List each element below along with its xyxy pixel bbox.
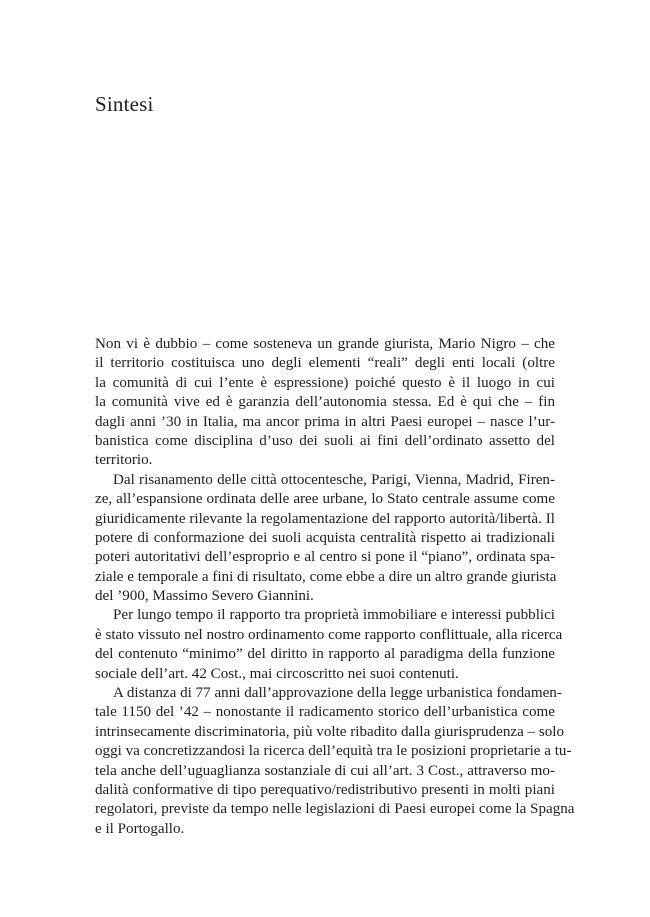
text-line: tale 1150 del ’42 – nonostante il radicamento storico dell’urbanistica come <box>95 704 555 721</box>
paragraph-3 <box>95 606 563 684</box>
text-line: la comunità vive ed è garanzia dell’autonomia stessa. Ed è qui che – fin <box>95 394 555 411</box>
text-line: Non vi è dubbio – come sosteneva un grande giurista, Mario Nigro – che <box>95 336 555 352</box>
text-line: poteri autoritativi dell’esproprio e al centro si pone il “piano”, ordinata spa- <box>95 549 555 566</box>
text-line: sociale dell’art. 42 Cost., mai circoscritto nei suoi contenuti. <box>95 665 459 682</box>
text-line: A distanza di 77 anni dall’approvazione della legge urbanistica fondamen- <box>113 685 562 702</box>
text-line: territorio. <box>95 452 153 469</box>
text-line: banistica come disciplina d’uso dei suoli ai fini dell’ordinato assetto del <box>95 432 555 449</box>
text-line: il territorio costituisca uno degli elementi “reali” degli enti locali (oltre <box>95 355 555 372</box>
text-line: e il Portogallo. <box>95 820 185 837</box>
text-line: del contenuto “minimo” del diritto in rapporto al paradigma della funzione <box>95 646 555 663</box>
text-line: oggi va concretizzandosi la ricerca dell’equità tra le posizioni proprietarie a tu- <box>95 743 572 760</box>
text-line: potere di conformazione dei suoli acquista centralità rispetto ai tradizionali <box>95 529 555 546</box>
text-line: dagli anni ’30 in Italia, ma ancor prima in altri Paesi europei – nasce l’ur- <box>95 413 555 430</box>
text-line: tela anche dell’uguaglianza sostanziale di cui all’art. 3 Cost., attraverso mo- <box>95 762 555 779</box>
body-text <box>95 335 575 839</box>
paragraph-4 <box>95 684 575 839</box>
text-line: regolatori, previste da tempo nelle legislazioni di Paesi europei come la Spagna <box>95 801 575 818</box>
text-line: intrinsecamente discriminatoria, più volte ribadito dalla giurisprudenza – solo <box>95 723 565 740</box>
text-line: giuridicamente rilevante la regolamentazione del rapporto autorità/libertà. Il <box>95 510 555 527</box>
text-line: ziale e temporale a fini di risultato, come ebbe a dire un altro grande giurista <box>95 568 557 585</box>
paragraph-2 <box>95 471 555 607</box>
text-line: del ’900, Massimo Severo Giannini. <box>95 588 314 605</box>
text-line: ze, all’espansione ordinata delle aree urbane, lo Stato centrale assume come <box>95 491 555 508</box>
paragraph-1 <box>95 335 555 471</box>
section-title: Sintesi <box>95 92 154 116</box>
text-line: è stato vissuto nel nostro ordinamento come rapporto conflittuale, alla ricerca <box>95 626 563 643</box>
text-line: Per lungo tempo il rapporto tra proprietà immobiliare e interessi pubblici <box>113 607 555 624</box>
text-line: la comunità di cui l’ente è espressione) poiché questo è il luogo in cui <box>95 374 555 391</box>
text-line: dalità conformative di tipo perequativo/redistributivo presenti in molti piani <box>95 781 555 798</box>
text-line: Dal risanamento delle città ottocentesche, Parigi, Vienna, Madrid, Firen- <box>113 471 555 488</box>
